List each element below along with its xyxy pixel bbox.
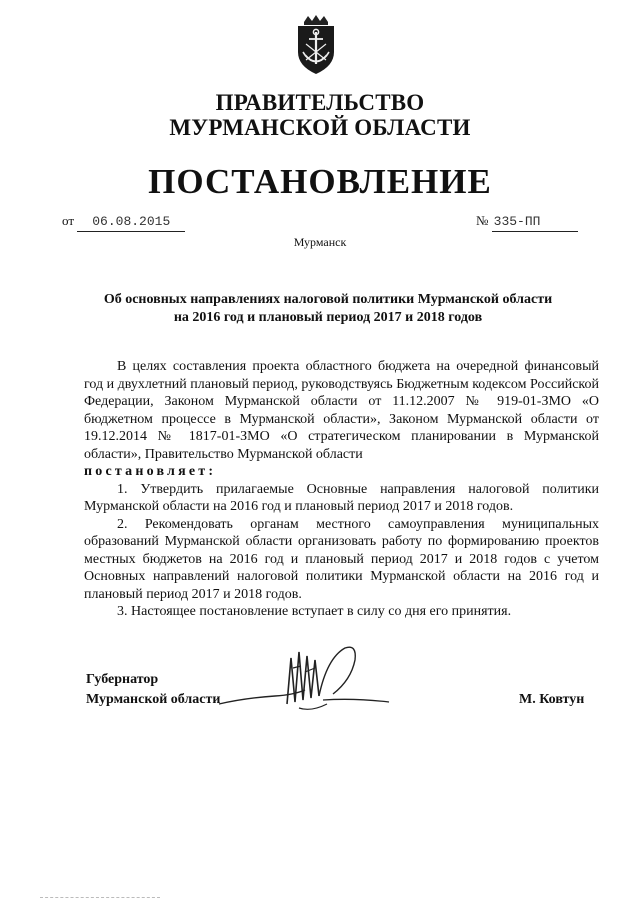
number-value: 335-ПП: [492, 213, 578, 232]
title-line1: Об основных направлениях налоговой политики Мурманской области: [103, 292, 553, 307]
document-title: [88, 291, 568, 327]
preamble: В целях составления проекта областного бюджета на очередной финансовый год и двухлетний плановый период, руководствуясь Бюджетным кодексом Российской Федерации, Законом Мурманской области от 11.12.2007 № 919-01-ЗМО «О бюджетном процессе в Мурманской области», Законом Мурманской области от 19.12.2014 № 1817-01-ЗМО «О стратегическом планировании в Мурманской области», Правительство Мурманской области: [84, 359, 599, 462]
position-line1: Губернатор: [86, 672, 159, 687]
position-line2: Мурманской области: [86, 692, 221, 707]
signatory-name: М. Ковтун: [519, 692, 585, 707]
date-value: 06.08.2015: [77, 213, 185, 232]
item-3: 3. Настоящее постановление вступает в силу со дня его принятия.: [117, 604, 512, 619]
date-label: от: [62, 213, 75, 228]
item-2: 2. Рекомендовать органам местного самоуправления муниципальных образований Мурманской области организовать работу по формированию проектов местных бюджетов на 2016 год и плановый период 2017 и 2018 годов с учетом Основных направлений налоговой политики Мурманской области на 2016 год и плановый период 2017 и 2018 годов.: [84, 516, 599, 602]
number-field: [476, 212, 578, 232]
item-1: 1. Утвердить прилагаемые Основные направления налоговой политики Мурманской области на 2016 год и плановый период 2017 и 2018 годов.: [84, 481, 599, 514]
coat-of-arms-icon: [291, 14, 341, 76]
number-label: №: [476, 213, 489, 228]
document-body: [84, 358, 599, 621]
org-name-line1: ПРАВИТЕЛЬСТВО: [215, 90, 425, 115]
title-line2: на 2016 год и плановый период 2017 и 2018 годов: [173, 310, 483, 325]
decree-word: постановляет:: [84, 464, 217, 479]
signatory-position: [86, 670, 220, 710]
date-field: [62, 212, 185, 232]
org-name-line2: МУРМАНСКОЙ ОБЛАСТИ: [169, 115, 471, 140]
document-type: ПОСТАНОВЛЕНИЕ: [148, 162, 492, 201]
footer-divider: [40, 897, 160, 898]
city: Мурманск: [293, 235, 347, 249]
handwritten-signature-icon: [215, 638, 395, 718]
